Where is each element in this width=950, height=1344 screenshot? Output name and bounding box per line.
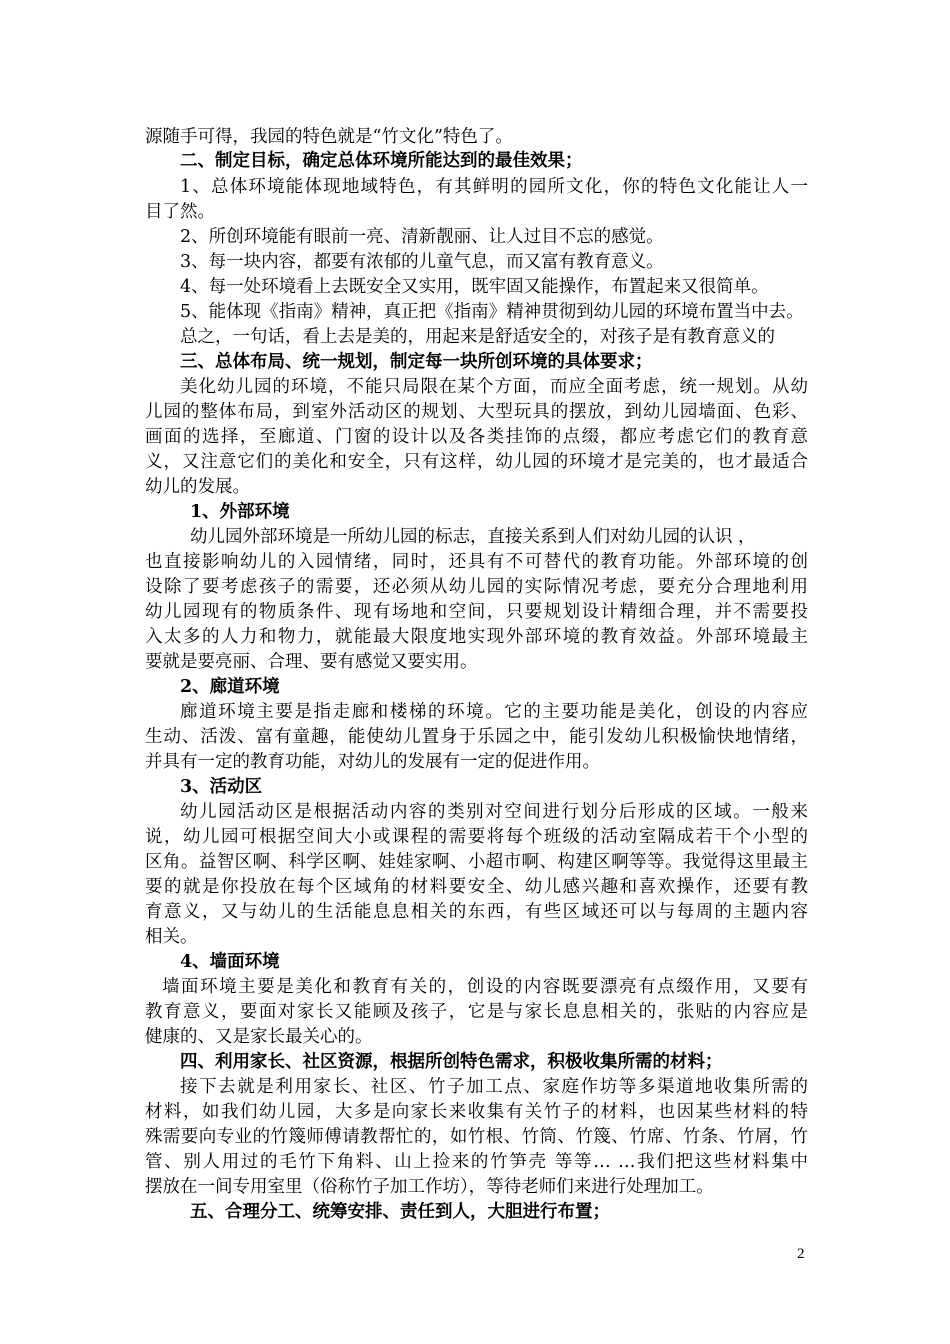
text-line: 3、每一块内容，都要有浓郁的儿童气息，而又富有教育意义。 bbox=[180, 252, 664, 272]
text-line: 材料，如我们幼儿园，大多是向家长来收集有关竹子的材料，也因某些材料的特 bbox=[145, 1102, 808, 1122]
text-line: 2、所创环境能有眼前一亮、清新靓丽、让人过目不忘的感觉。 bbox=[180, 227, 664, 247]
section-heading: 三、总体布局、统一规划，制定每一块所创环境的具体要求； bbox=[180, 352, 653, 372]
text-line: 健康的、又是家长最关心的。 bbox=[145, 1027, 373, 1047]
text-line: 管、别人用过的毛竹下角料、山上捡来的竹笋壳 等等… …我们把这些材料集中 bbox=[145, 1152, 808, 1172]
text-line: 育意义，又与幼儿的生活能息息相关的东西，有些区域还可以与每周的主题内容 bbox=[145, 902, 808, 922]
text-line: 幼儿园现有的物质条件、现有场地和空间，只要规划设计精细合理，并不需要投 bbox=[145, 602, 808, 622]
text-line: 入太多的人力和物力，就能最大限度地实现外部环境的教育效益。外部环境最主 bbox=[145, 627, 808, 647]
text-line: 说，幼儿园可根据空间大小或课程的需要将每个班级的活动室隔成若干个小型的 bbox=[145, 827, 808, 847]
text-line: 目了然。 bbox=[145, 202, 215, 222]
section-heading: 四、利用家长、社区资源，根据所创特色需求，积极收集所需的材料； bbox=[180, 1052, 723, 1072]
text-line: 要的就是你投放在每个区域角的材料要安全、幼儿感兴趣和喜欢操作，还要有教 bbox=[145, 877, 808, 897]
subsection-heading: 4、墙面环境 bbox=[180, 952, 280, 972]
subsection-heading: 2、廊道环境 bbox=[180, 677, 280, 697]
text-line: 并具有一定的教育功能，对幼儿的发展有一定的促进作用。 bbox=[145, 752, 600, 772]
text-line: 4、每一处环境看上去既安全又实用，既牢固又能操作，布置起来又很简单。 bbox=[180, 277, 769, 297]
page-number: 2 bbox=[797, 1246, 805, 1262]
text-line: 画面的选择，至廊道、门窗的设计以及各类挂饰的点缀，都应考虑它们的教育意 bbox=[145, 427, 808, 447]
text-line: 儿园的整体布局，到室外活动区的规划、大型玩具的摆放，到幼儿园墙面、色彩、 bbox=[145, 402, 808, 422]
text-line: 幼儿园外部环境是一所幼儿园的标志，直接关系到人们对幼儿园的认识 ， bbox=[190, 527, 756, 547]
text-line: 源随手可得，我园的特色就是“竹文化”特色了。 bbox=[145, 127, 513, 147]
text-line: 区角。益智区啊、科学区啊、娃娃家啊、小超市啊、构建区啊等等。我觉得这里最主 bbox=[145, 852, 808, 872]
subsection-heading: 1、外部环境 bbox=[190, 502, 290, 522]
text-line: 美化幼儿园的环境，不能只局限在某个方面，而应全面考虑，统一规划。从幼 bbox=[180, 377, 808, 397]
text-line: 教育意义，要面对家长又能顾及孩子，它是与家长息息相关的，张贴的内容应是 bbox=[145, 1002, 808, 1022]
text-line: 总之，一句话，看上去是美的，用起来是舒适安全的，对孩子是有教育意义的 bbox=[180, 327, 775, 347]
text-line: 相关。 bbox=[145, 927, 198, 947]
text-line: 也直接影响幼儿的入园情绪，同时，还具有不可替代的教育功能。外部环境的创 bbox=[145, 552, 808, 572]
text-line: 幼儿园活动区是根据活动内容的类别对空间进行划分后形成的区域。一般来 bbox=[180, 802, 808, 822]
text-line: 墙面环境主要是美化和教育有关的，创设的内容既要漂亮有点缀作用，又要有 bbox=[162, 977, 808, 997]
text-line: 要就是要亮丽、合理、要有感觉又要实用。 bbox=[145, 652, 478, 672]
text-line: 5、能体现《指南》精神，真正把《指南》精神贯彻到幼儿园的环境布置当中去。 bbox=[180, 302, 804, 322]
text-line: 摆放在一间专用室里（俗称竹子加工作坊），等待老师们来进行处理加工。 bbox=[145, 1177, 714, 1197]
text-line: 1、总体环境能体现地域特色，有其鲜明的园所文化，你的特色文化能让人一 bbox=[180, 177, 808, 197]
section-heading: 二、制定目标，确定总体环境所能达到的最佳效果； bbox=[180, 151, 583, 171]
text-line: 廊道环境主要是指走廊和楼梯的环境。它的主要功能是美化，创设的内容应 bbox=[180, 702, 808, 722]
text-line: 殊需要向专业的竹篾师傅请教帮忙的，如竹根、竹筒、竹篾、竹席、竹条、竹屑，竹 bbox=[145, 1127, 808, 1147]
text-line: 义，又注意它们的美化和安全，只有这样，幼儿园的环境才是完美的，也才最适合 bbox=[145, 452, 808, 472]
text-line: 生动、活泼、富有童趣，能使幼儿置身于乐园之中，能引发幼儿积极愉快地情绪， bbox=[145, 727, 808, 747]
section-heading: 五、合理分工、统筹安排、责任到人，大胆进行布置； bbox=[190, 1202, 610, 1222]
subsection-heading: 3、活动区 bbox=[180, 777, 263, 797]
text-line: 设除了要考虑孩子的需要，还必须从幼儿园的实际情况考虑，要充分合理地利用 bbox=[145, 577, 808, 597]
text-line: 接下去就是利用家长、社区、竹子加工点、家庭作坊等多渠道地收集所需的 bbox=[180, 1077, 808, 1097]
text-line: 幼儿的发展。 bbox=[145, 477, 250, 497]
